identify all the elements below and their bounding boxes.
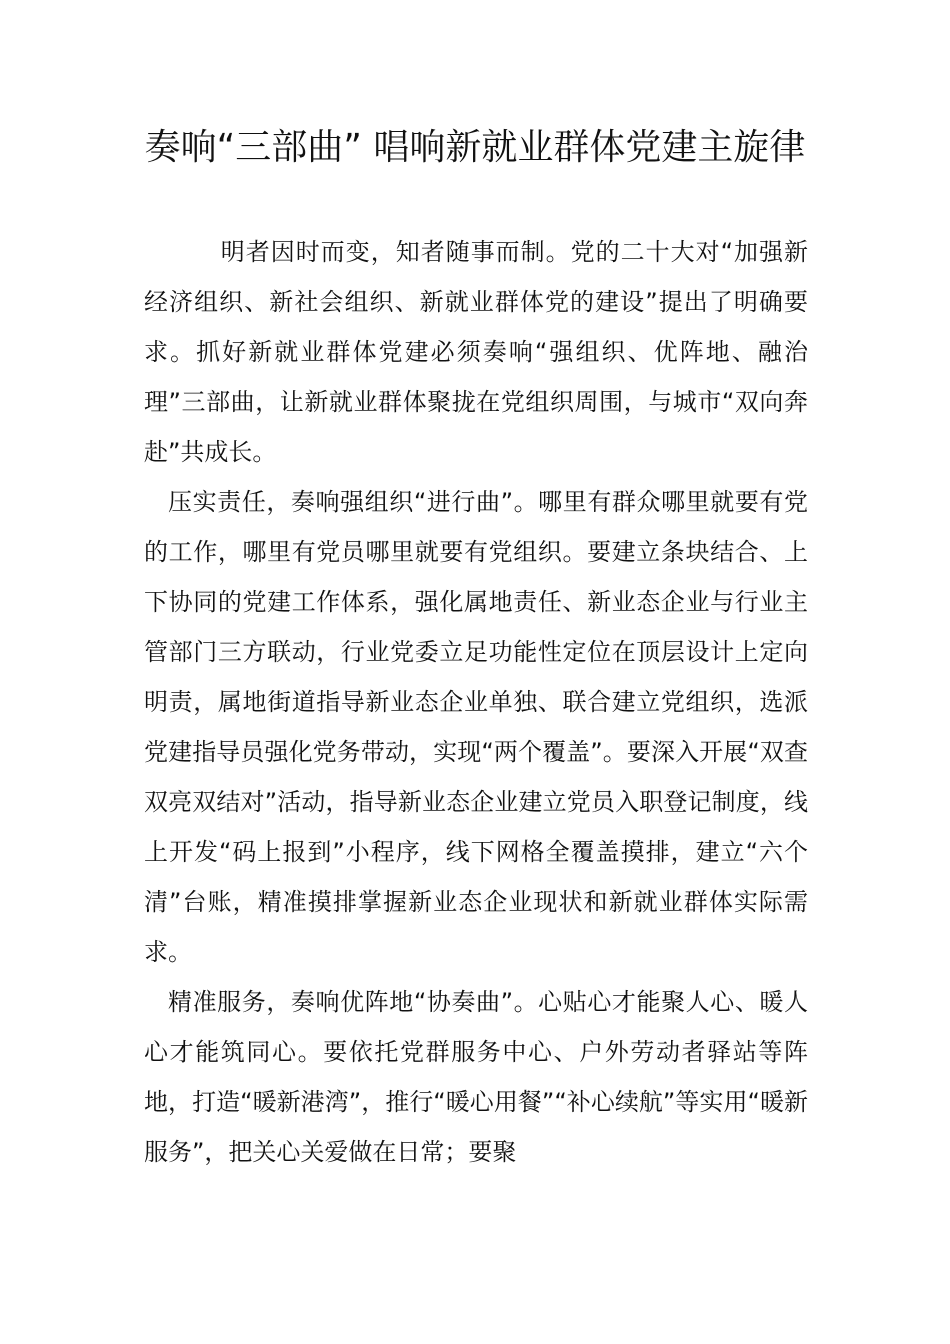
document-body (144, 227, 808, 1177)
document-title: 奏响“三部曲” 唱响新就业群体党建主旋律 (144, 127, 806, 168)
paragraph-optimize-position: 精准服务，奏响优阵地“协奏曲”。心贴心才能聚人心、暖人心才能筑同心。要依托党群服务中心、户外劳动者驿站等阵地，打造“暖新港湾”，推行“暖心用餐”“补心续航”等实用“暖新服务”，把关心关爱做在日常；要聚 (144, 988, 808, 1166)
paragraph-strengthen-organization: 压实责任，奏响强组织“进行曲”。哪里有群众哪里就要有党的工作，哪里有党员哪里就要有党组织。要建立条块结合、上下协同的党建工作体系，强化属地责任、新业态企业与行业主管部门三方联动，行业党委立足功能性定位在顶层设计上定向明责，属地街道指导新业态企业单独、联合建立党组织，选派党建指导员强化党务带动，实现“两个覆盖”。要深入开展“双查双亮双结对”活动，指导新业态企业建立党员入职登记制度，线上开发“码上报到”小程序，线下网格全覆盖摸排，建立“六个清”台账，精准摸排掌握新业态企业现状和新就业群体实际需求。 (144, 488, 808, 966)
paragraph-intro: 明者因时而变，知者随事而制。党的二十大对“加强新经济组织、新社会组织、新就业群体党的建设”提出了明确要求。抓好新就业群体党建必须奏响“强组织、优阵地、融治理”三部曲，让新就业群体聚拢在党组织周围，与城市“双向奔赴”共成长。 (144, 238, 808, 466)
